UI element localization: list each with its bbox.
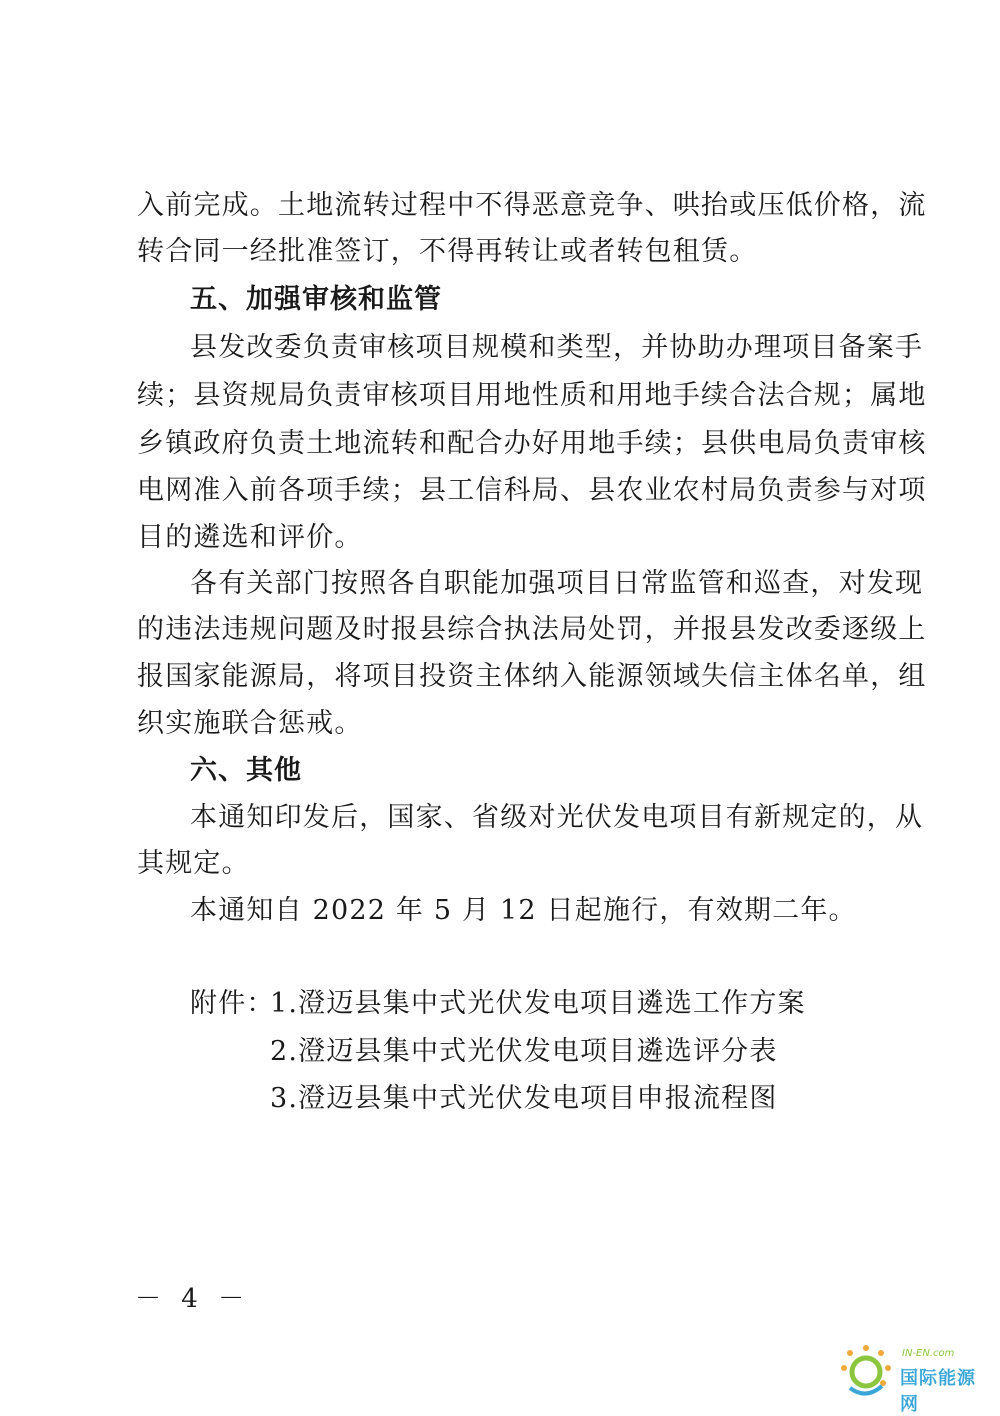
- watermark-brand: 国际能源网: [900, 1368, 976, 1415]
- paragraph-4-line-2: 其规定。: [137, 848, 250, 879]
- watermark-logo: [836, 1334, 986, 1415]
- paragraph-3-line-1: 各有关部门按照各自职能加强项目日常监管和巡查，对发现: [190, 568, 924, 599]
- paragraph-2-line-3: 乡镇政府负责土地流转和配合办好用地手续；县供电局负责审核: [137, 428, 927, 459]
- watermark-domain: IN-EN.com: [902, 1348, 955, 1359]
- paragraph-2-line-2: 续；县资规局负责审核项目用地性质和用地手续合法合规；属地: [137, 380, 927, 411]
- paragraph-1-line-1: 入前完成。土地流转过程中不得恶意竞争、哄抬或压低价格，流: [137, 190, 927, 221]
- paragraph-2-line-5: 目的遴选和评价。: [137, 522, 363, 553]
- paragraph-3-line-2: 的违法违规问题及时报县综合执法局处罚，并报县发改委逐级上: [137, 614, 927, 645]
- paragraph-2-line-4: 电网准入前各项手续；县工信科局、县农业农村局负责参与对项: [137, 475, 927, 506]
- section-heading-6: 六、其他: [190, 755, 302, 786]
- attachment-item-2: 2.澄迈县集中式光伏发电项目遴选评分表: [270, 1036, 778, 1067]
- paragraph-4-line-1: 本通知印发后，国家、省级对光伏发电项目有新规定的，从: [190, 802, 924, 833]
- paragraph-3-line-3: 报国家能源局，将项目投资主体纳入能源领域失信主体名单，组: [137, 661, 927, 692]
- paragraph-2-line-1: 县发改委负责审核项目规模和类型，并协助办理项目备案手: [190, 332, 924, 363]
- attachment-item-3: 3.澄迈县集中式光伏发电项目申报流程图: [270, 1083, 778, 1114]
- paragraph-5: 本通知自 2022 年 5 月 12 日起施行，有效期二年。: [190, 895, 857, 926]
- paragraph-3-line-4: 织实施联合惩戒。: [137, 708, 363, 739]
- page-number: － 4 －: [135, 1284, 251, 1314]
- attachment-item-1: 1.澄迈县集中式光伏发电项目遴选工作方案: [270, 988, 806, 1019]
- attachments-label: 附件：: [190, 988, 275, 1019]
- paragraph-1-line-2: 转合同一经批准签订，不得再转让或者转包租赁。: [137, 236, 758, 267]
- sun-logo-icon: [836, 1340, 896, 1400]
- section-heading-5: 五、加强审核和监管: [190, 284, 442, 315]
